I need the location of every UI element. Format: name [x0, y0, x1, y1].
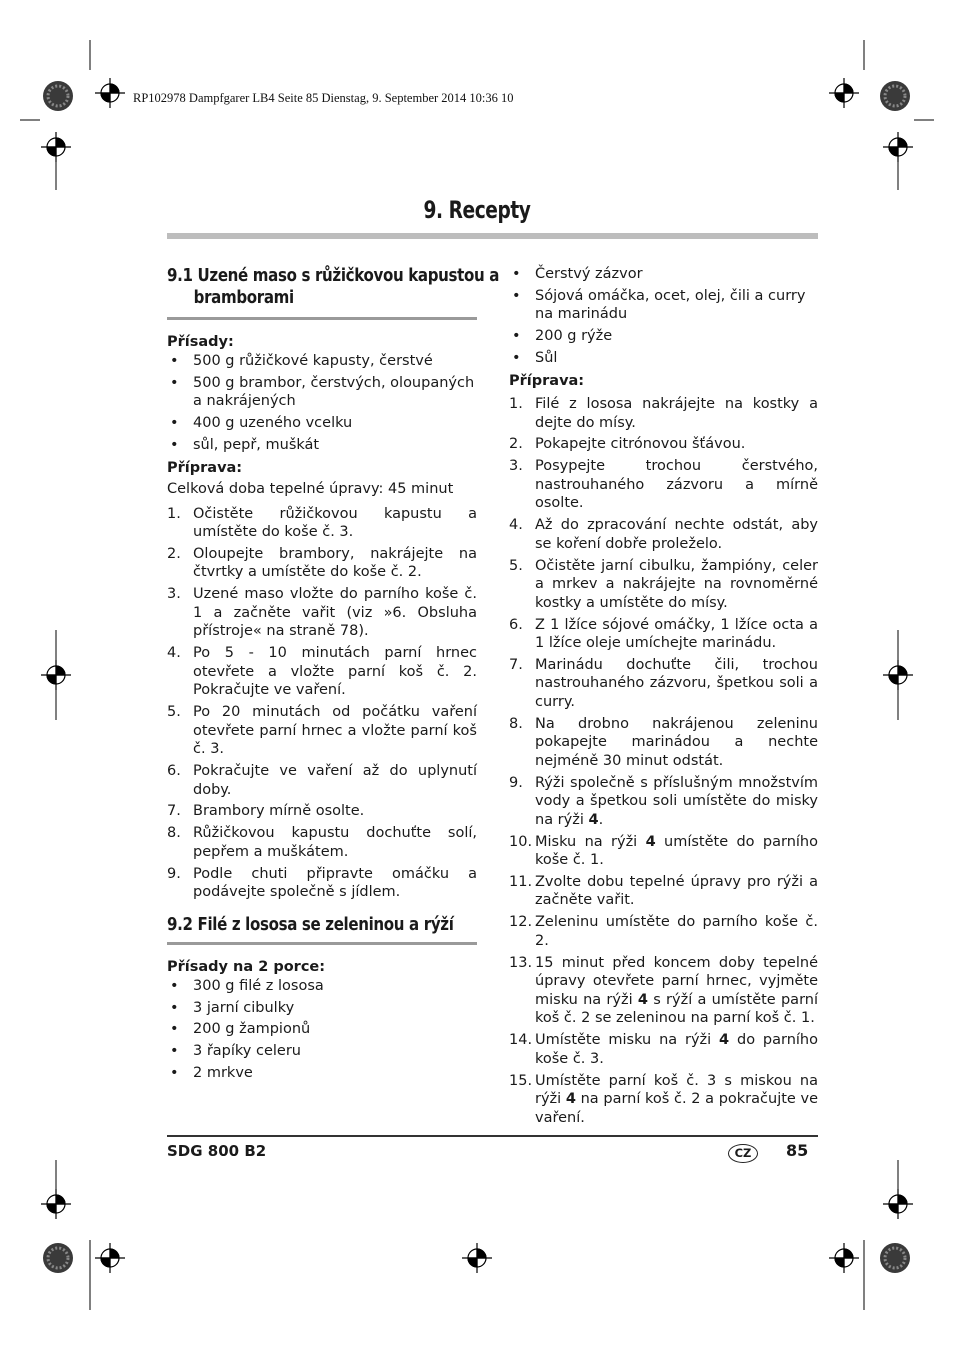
print-header: RP102978 Dampfgarer LB4 Seite 85 Dienstag, 9. September 2014 10:36 10: [133, 91, 514, 105]
step-number: 8.: [509, 715, 523, 732]
step-number: 2.: [509, 436, 523, 453]
step-number: 6.: [167, 763, 181, 780]
step-item: [509, 833, 818, 870]
step-number: 13.: [509, 954, 533, 971]
step-number: 1.: [509, 396, 523, 413]
list-item: • 2 mrkve: [167, 1064, 477, 1083]
list-item: • 200 g žampionů: [167, 1020, 477, 1039]
step-text: Rýži společně s příslušným množstvím vody a špetkou soli umístěte do misky na rýži: [535, 774, 818, 828]
step-number: 12.: [509, 914, 533, 931]
step-text: Uzené maso vložte do parního koše č. 1 a začněte vařit (viz »6. Obsluha přístroje« na straně 78).: [193, 586, 477, 640]
step-text: Růžičkovou kapustu dochuťte solí, pepřem a muškátem.: [193, 825, 477, 860]
step-item: [509, 395, 818, 432]
section2-steps-list: [509, 395, 818, 1127]
section1-heading-line2: bramborami: [193, 288, 294, 308]
step-item: [509, 954, 818, 1028]
list-item: • 500 g brambor, čerstvých, oloupaných a nakrájených: [167, 374, 477, 411]
step-item: [167, 762, 477, 799]
section1-prep-label: Příprava:: [167, 460, 243, 477]
list-item: • 3 jarní cibulky: [167, 999, 477, 1018]
step-item: [167, 505, 477, 542]
step-item: [509, 457, 818, 513]
step-item: [167, 824, 477, 861]
list-item: • 200 g rýže: [509, 327, 818, 346]
list-item: • Sójová omáčka, ocet, olej, čili a curry na marinádu: [509, 287, 818, 324]
item-reference-number: 4: [588, 811, 599, 828]
step-item: [509, 774, 818, 830]
step-number: 5.: [167, 704, 181, 721]
list-item: • 400 g uzeného vcelku: [167, 414, 477, 433]
list-item: • sůl, pepř, muškát: [167, 436, 477, 455]
step-number: 14.: [509, 1032, 533, 1049]
page-title: 9. Recepty: [423, 196, 531, 224]
step-text: Na drobno nakrájenou zeleninu pokapejte marinádou a nechte nejméně 30 minut odstát.: [535, 715, 818, 769]
step-number: 7.: [167, 803, 181, 820]
step-text: Pokapejte citrónovou šťávou.: [535, 436, 746, 453]
step-number: 8.: [167, 825, 181, 842]
step-number: 7.: [509, 656, 523, 673]
step-number: 4.: [509, 517, 523, 534]
footer-model: SDG 800 B2: [167, 1142, 267, 1160]
step-item: [167, 865, 477, 902]
page-number: 85: [786, 1141, 809, 1160]
step-item: [509, 435, 818, 454]
step-item: [509, 913, 818, 950]
step-text: Očistěte růžičkovou kapustu a umístěte do koše č. 3.: [193, 505, 477, 541]
step-text: umístěte do parního koše č. 1.: [535, 833, 818, 869]
step-text: Brambory mírně osolte.: [193, 803, 365, 820]
section1-heading-line1: 9.1 Uzené maso s růžičkovou kapustou a: [167, 266, 500, 286]
step-number: 9.: [167, 865, 181, 882]
step-text: do parního koše č. 3.: [535, 1032, 818, 1067]
section1-total-time: Celková doba tepelné úpravy: 45 minut: [167, 481, 454, 498]
step-item: [167, 644, 477, 700]
step-number: 3.: [167, 586, 181, 603]
step-item: [509, 1031, 818, 1068]
section2-divider: [167, 942, 477, 945]
step-number: 15.: [509, 1072, 533, 1089]
step-number: 1.: [167, 505, 181, 522]
step-item: [509, 715, 818, 771]
list-item: • 3 řapíky celeru: [167, 1042, 477, 1061]
step-text: 15 minut před koncem doby tepelné úpravy otevřete parní hrnec, vyjměte misku na rýži: [535, 954, 818, 1008]
step-item: [509, 616, 818, 653]
step-item: [167, 545, 477, 582]
step-text: Pokračujte ve vaření až do uplynutí doby.: [193, 763, 477, 798]
step-number: 11.: [509, 873, 533, 890]
step-number: 2.: [167, 545, 181, 562]
step-item: [167, 585, 477, 641]
step-text: Posypejte trochou čerstvého, nastrouhaného zázvoru a mírně osolte.: [535, 458, 818, 512]
step-text: Zvolte dobu tepelné úpravy pro rýži a začněte vařit.: [535, 873, 818, 909]
right-column: [509, 265, 818, 1130]
section2-ingredients-list-right: [509, 265, 818, 368]
step-text: Po 5 - 10 minutách parní hrnec otevřete a vložte parní koš č. 2. Pokračujte ve vaření.: [193, 645, 477, 699]
step-item: [167, 802, 477, 821]
step-text: Oloupejte brambory, nakrájejte na čtvrtky a umístěte do koše č. 2.: [193, 545, 477, 581]
item-reference-number: 4: [645, 833, 656, 850]
section2-ingredients-list-left: [167, 977, 477, 1083]
list-item: • Sůl: [509, 349, 818, 368]
section2-ingredients-label: Přísady na 2 porce:: [167, 958, 326, 975]
step-text: Umístěte misku na rýži: [535, 1032, 720, 1049]
step-text: Marinádu dochuťte čili, trochou nastrouhaného zázvoru, špetkou soli a curry.: [535, 656, 818, 710]
list-item: • Čerstvý zázvor: [509, 265, 818, 284]
step-number: 5.: [509, 557, 523, 574]
step-text: Až do zpracování nechte odstát, aby se koření dobře proleželo.: [535, 517, 818, 552]
list-item: • 300 g filé z lososa: [167, 977, 477, 996]
footer-divider: [167, 1135, 818, 1137]
step-text: s rýží a umístěte parní koš č. 2 se zeleninou na parní koš č. 1.: [535, 991, 818, 1027]
step-item: [509, 516, 818, 553]
section1-divider: [167, 317, 477, 320]
step-text: Podle chuti připravte omáčku a podávejte společně s jídlem.: [193, 865, 477, 901]
step-number: 6.: [509, 616, 523, 633]
step-number: 4.: [167, 645, 181, 662]
section1-ingredients-label: Přísady:: [167, 334, 234, 350]
step-text: na parní koš č. 2 a pokračujte ve vaření.: [535, 1091, 818, 1126]
step-text: Filé z lososa nakrájejte na kostky a dejte do mísy.: [535, 396, 818, 431]
item-reference-number: 4: [719, 1032, 730, 1049]
step-number: 9.: [509, 774, 523, 791]
section1-steps-list: [167, 505, 477, 902]
step-text: Umístěte parní koš č. 3 s miskou na rýži: [535, 1072, 818, 1108]
step-text: Misku na rýži: [535, 833, 646, 850]
item-reference-number: 4: [637, 991, 648, 1008]
section1-heading: [167, 265, 500, 309]
item-reference-number: 4: [565, 1091, 576, 1108]
section1-ingredients-list: [167, 352, 477, 455]
step-text: Očistěte jarní cibulku, žampióny, celer a mrkev a nakrájejte na rovnoměrné kostky a umístěte do mísy.: [535, 557, 818, 611]
step-text: Zeleninu umístěte do parního koše č. 2.: [535, 914, 818, 949]
step-item: [509, 557, 818, 613]
step-item: [509, 656, 818, 712]
language-badge: CZ: [728, 1144, 758, 1163]
section2-prep-label: Příprava:: [509, 373, 585, 390]
step-text: Po 20 minutách od počátku vaření otevřete parní hrnec a vložte parní koš č. 3.: [193, 704, 477, 758]
title-divider: [167, 233, 818, 239]
step-item: [509, 873, 818, 910]
step-item: [167, 703, 477, 759]
step-text: .: [598, 811, 604, 828]
list-item: • 500 g růžičkové kapusty, čerstvé: [167, 352, 477, 371]
left-column: [167, 265, 500, 1086]
step-item: [509, 1072, 818, 1128]
step-text: Z 1 lžíce sójové omáčky, 1 lžíce octa a 1 lžíce oleje umíchejte marinádu.: [535, 616, 818, 652]
step-number: 10.: [509, 833, 533, 850]
section2-heading: 9.2 Filé z lososa se zeleninou a rýží: [167, 914, 454, 935]
step-number: 3.: [509, 458, 523, 475]
